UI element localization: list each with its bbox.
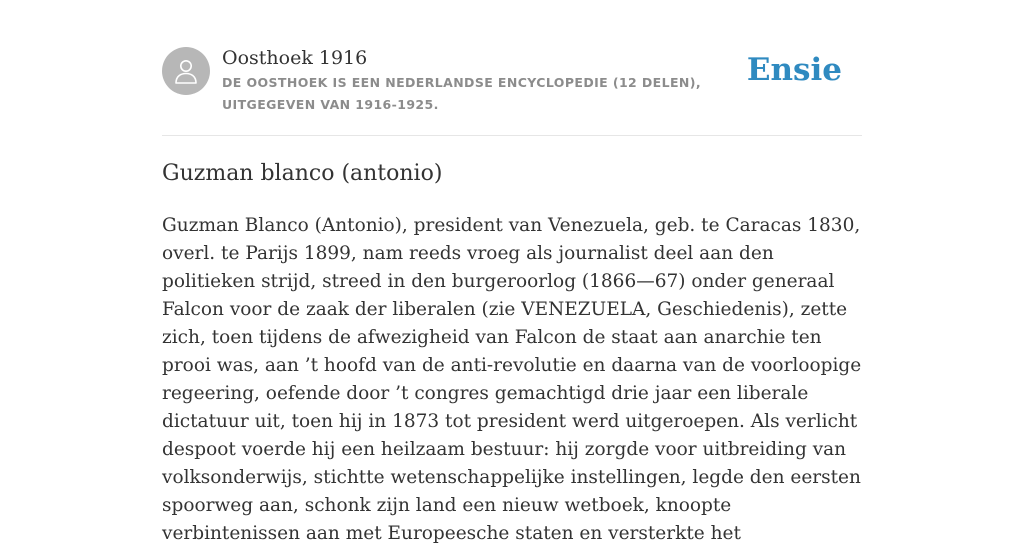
source-title[interactable]: Oosthoek 1916	[222, 47, 368, 69]
source-avatar[interactable]	[162, 47, 210, 95]
user-outline-icon	[172, 57, 200, 85]
source-header	[162, 0, 862, 136]
content-column	[162, 0, 862, 544]
entry-title: Guzman blanco (antonio)	[162, 161, 443, 186]
entry-body: Guzman Blanco (Antonio), president van Venezuela, geb. te Caracas 1830, overl. te Parijs 1899, nam reeds vroeg als journalist deel aan den politieken strijd, streed in den burgeroorlog (1866—67) onder generaal Falcon voor de zaak der liberalen (zie VENEZUELA, Geschiedenis), zette zich, toen tijdens de afwezigheid van Falcon de staat aan anarchie ten prooi was, aan ’t hoofd van de anti-revolutie en daarna van de voorloopige regeering, oefende door ’t congres gemachtigd drie jaar een liberale dictatuur uit, toen hij in 1873 tot president werd uitgeroepen. Als verlicht despoot voerde hij een heilzaam bestuur: hij zorgde voor uitbreiding van volksonderwijs, stichtte wetenschappelijke instellingen, legde den eersten spoorweg aan, schonk zijn land een nieuw wetboek, knoopte verbintenissen aan met Europeesche staten en versterkte het	[162, 215, 862, 544]
source-description: DE OOSTHOEK IS EEN NEDERLANDSE ENCYCLOPEDIE (12 DELEN), UITGEGEVEN VAN 1916-1925.	[222, 75, 702, 112]
ensie-logo[interactable]: Ensie	[746, 52, 842, 88]
